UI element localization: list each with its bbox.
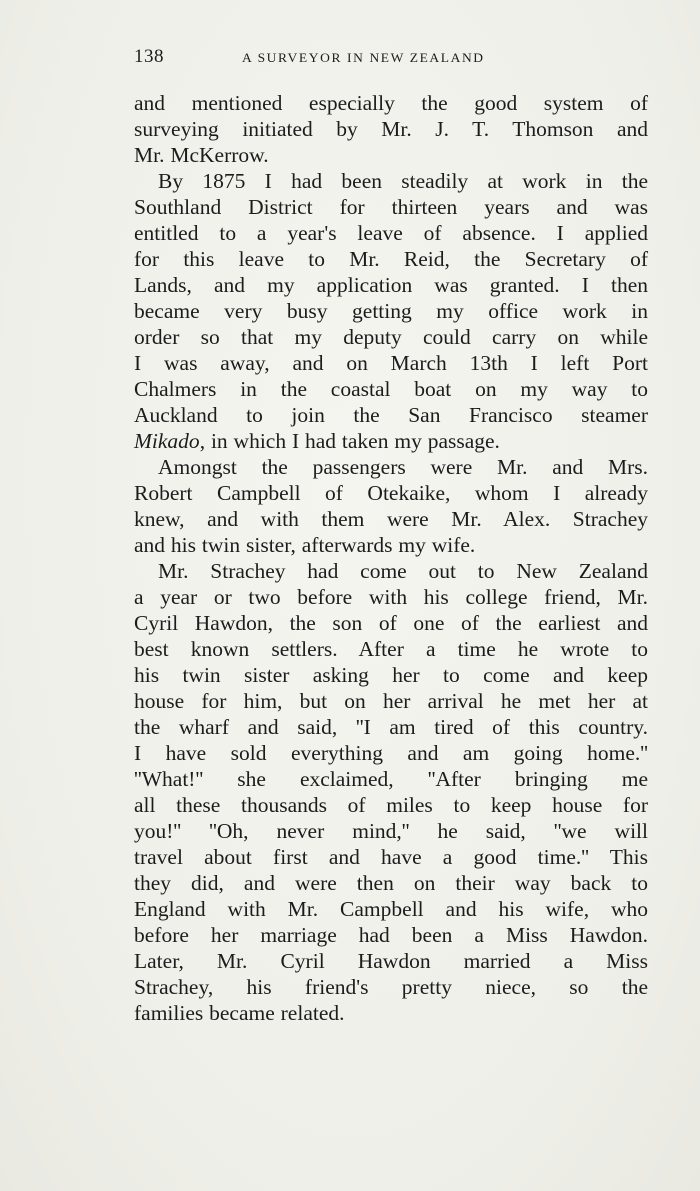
text-line: families became related. <box>134 1001 345 1025</box>
text-line: best known settlers. After a time he wrote to <box>134 637 648 661</box>
paragraph <box>134 90 648 168</box>
text-line: and his twin sister, afterwards my wife. <box>134 533 476 557</box>
text-line: travel about first and have a good time.'' This <box>134 845 648 869</box>
text-line: Robert Campbell of Otekaike, whom I already <box>134 481 648 505</box>
running-head: A SURVEYOR IN NEW ZEALAND <box>242 51 485 65</box>
text-line: Mr. McKerrow. <box>134 143 269 167</box>
text-line: order so that my deputy could carry on while <box>134 325 648 349</box>
text-line: a year or two before with his college friend, Mr. <box>134 585 648 609</box>
text-line: for this leave to Mr. Reid, the Secretary of <box>134 247 648 271</box>
text-line: all these thousands of miles to keep house for <box>134 793 648 817</box>
text-line: ''What!'' she exclaimed, ''After bringing me <box>134 767 648 791</box>
text-line: surveying initiated by Mr. J. T. Thomson and <box>134 117 648 141</box>
text-line: By 1875 I had been steadily at work in the <box>158 169 648 193</box>
text-line: Lands, and my application was granted. I then <box>134 273 648 297</box>
text-line: Auckland to join the San Francisco steamer <box>134 403 648 427</box>
paragraph <box>134 558 648 1026</box>
paragraph <box>134 454 648 558</box>
text-line: entitled to a year's leave of absence. I applied <box>134 221 648 245</box>
ship-name: Mikado <box>134 429 200 453</box>
text-line: and mentioned especially the good system of <box>134 91 648 115</box>
text-line: became very busy getting my office work in <box>134 299 648 323</box>
text-line: you!'' ''Oh, never mind,'' he said, ''we will <box>134 819 648 843</box>
text-line: Mr. Strachey had come out to New Zealand <box>158 559 648 583</box>
text-line: Amongst the passengers were Mr. and Mrs. <box>158 455 648 479</box>
text-line: Cyril Hawdon, the son of one of the earliest and <box>134 611 648 635</box>
text-line: house for him, but on her arrival he met her at <box>134 689 648 713</box>
text-fragment: , in which I had taken my passage. <box>199 429 500 453</box>
text-line: Later, Mr. Cyril Hawdon married a Miss <box>134 949 648 973</box>
text-line: England with Mr. Campbell and his wife, who <box>134 897 648 921</box>
paragraph <box>134 168 648 454</box>
text-line: Strachey, his friend's pretty niece, so the <box>134 975 648 999</box>
text-line: Chalmers in the coastal boat on my way to <box>134 377 648 401</box>
text-line: before her marriage had been a Miss Hawdon. <box>134 923 648 947</box>
text-line: knew, and with them were Mr. Alex. Strachey <box>134 507 648 531</box>
text-line: the wharf and said, ''I am tired of this country. <box>134 715 648 739</box>
page-number: 138 <box>134 46 164 67</box>
text-line: they did, and were then on their way back to <box>134 871 648 895</box>
text-line: I have sold everything and am going home.'' <box>134 741 648 765</box>
body-text <box>134 90 648 1026</box>
text-line: I was away, and on March 13th I left Port <box>134 351 648 375</box>
text-line: his twin sister asking her to come and keep <box>134 663 648 687</box>
page-header <box>134 46 648 74</box>
text-line <box>134 428 648 454</box>
text-line: Southland District for thirteen years and was <box>134 195 648 219</box>
